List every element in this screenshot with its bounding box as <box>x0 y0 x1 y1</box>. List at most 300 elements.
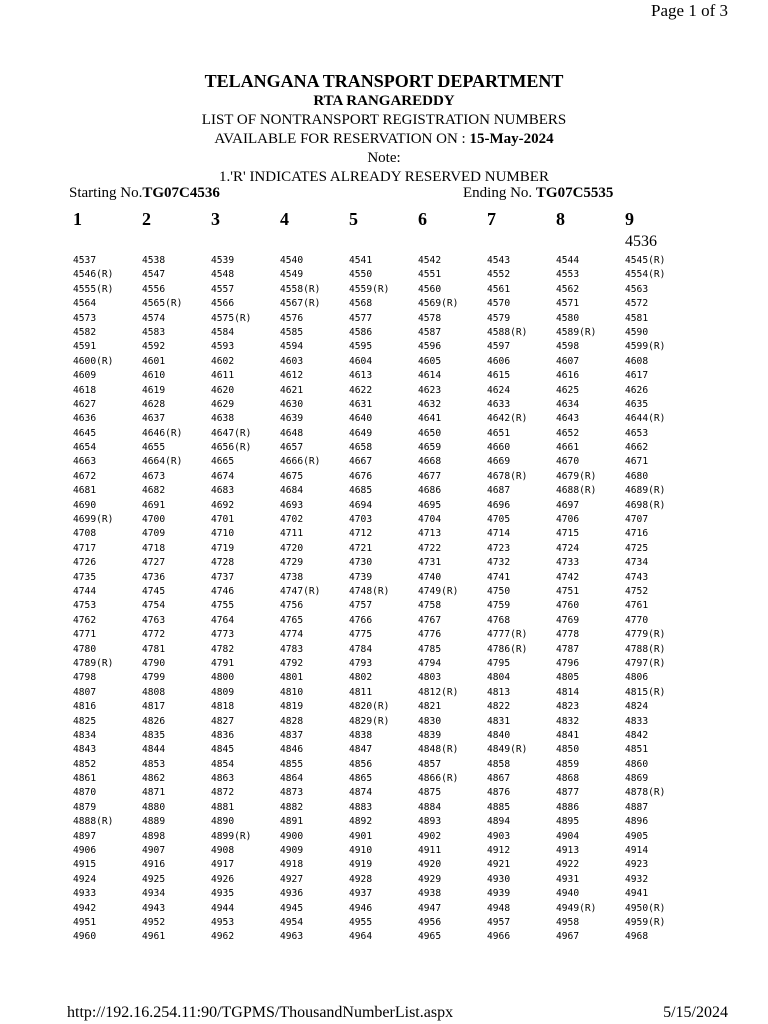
number-cell: 4890 <box>211 816 235 828</box>
number-grid <box>0 255 768 946</box>
number-cell: 4877 <box>556 787 580 799</box>
number-cell: 4602 <box>211 355 235 367</box>
number-cell: 4539 <box>211 255 235 266</box>
number-cell: 4789(R) <box>73 657 114 669</box>
number-cell: 4824 <box>625 701 649 713</box>
number-cell: 4565(R) <box>142 298 183 310</box>
number-cell: 4784 <box>349 643 373 655</box>
number-cell: 4960 <box>73 931 97 943</box>
number-cell: 4601 <box>142 355 166 367</box>
number-cell: 4796 <box>556 657 580 669</box>
number-cell: 4645 <box>73 427 97 439</box>
number-cell: 4943 <box>142 902 166 914</box>
number-cell: 4569(R) <box>418 298 459 310</box>
number-cell: 4778 <box>556 629 580 641</box>
number-cell: 4874 <box>349 787 373 799</box>
number-cell: 4945 <box>280 902 304 914</box>
number-cell: 4949(R) <box>556 902 597 914</box>
number-cell: 4900 <box>280 830 304 842</box>
number-cell: 4846 <box>280 744 304 756</box>
number-cell: 4920 <box>418 859 442 871</box>
number-cell: 4791 <box>211 657 235 669</box>
number-cell: 4823 <box>556 701 580 713</box>
number-cell: 4695 <box>418 499 442 511</box>
number-cell: 4688(R) <box>556 485 597 497</box>
number-cell: 4630 <box>280 398 304 410</box>
table-row <box>0 600 768 614</box>
number-cell: 4866(R) <box>418 773 459 785</box>
number-cell: 4952 <box>142 916 166 928</box>
number-cell: 4584 <box>211 326 235 338</box>
table-row <box>0 845 768 859</box>
number-cell: 4912 <box>487 845 511 857</box>
number-cell: 4549 <box>280 269 304 281</box>
number-cell: 4953 <box>211 916 235 928</box>
number-cell: 4813 <box>487 686 511 698</box>
table-row <box>0 816 768 830</box>
office-title: RTA RANGAREDDY <box>313 93 455 109</box>
number-cell: 4590 <box>625 326 649 338</box>
number-cell: 4689(R) <box>625 485 666 497</box>
number-cell: 4825 <box>73 715 97 727</box>
number-cell: 4621 <box>280 384 304 396</box>
table-row <box>0 543 768 557</box>
number-cell: 4916 <box>142 859 166 871</box>
number-cell: 4832 <box>556 715 580 727</box>
number-cell: 4739 <box>349 571 373 583</box>
number-cell: 4642(R) <box>487 413 528 425</box>
number-cell: 4684 <box>280 485 304 497</box>
number-cell: 4655 <box>142 442 166 454</box>
availability-date: 15-May-2024 <box>469 131 554 147</box>
number-cell: 4815(R) <box>625 686 666 698</box>
number-cell: 4713 <box>418 528 442 540</box>
number-cell: 4585 <box>280 326 304 338</box>
number-cell: 4722 <box>418 542 442 554</box>
number-cell: 4604 <box>349 355 373 367</box>
number-cell: 4563 <box>625 283 649 295</box>
table-row <box>0 514 768 528</box>
number-cell: 4929 <box>418 873 442 885</box>
number-cell: 4754 <box>142 600 166 612</box>
number-cell: 4677 <box>418 470 442 482</box>
table-row <box>0 615 768 629</box>
number-cell: 4701 <box>211 514 235 526</box>
note-label: Note: <box>367 150 401 166</box>
number-cell: 4867 <box>487 773 511 785</box>
number-cell: 4750 <box>487 585 511 597</box>
number-cell: 4712 <box>349 528 373 540</box>
number-cell: 4961 <box>142 931 166 943</box>
number-cell: 4734 <box>625 557 649 569</box>
number-cell: 4578 <box>418 312 442 324</box>
number-cell: 4777(R) <box>487 629 528 641</box>
page-number: Page 1 of 3 <box>651 1 728 20</box>
number-cell: 4957 <box>487 916 511 928</box>
number-cell: 4898 <box>142 830 166 842</box>
number-cell: 4860 <box>625 758 649 770</box>
column-headers <box>0 209 768 233</box>
number-cell: 4819 <box>280 701 304 713</box>
number-cell: 4840 <box>487 729 511 741</box>
number-cell: 4895 <box>556 816 580 828</box>
number-cell: 4615 <box>487 370 511 382</box>
number-cell: 4596 <box>418 341 442 353</box>
table-row <box>0 831 768 845</box>
number-cell: 4676 <box>349 470 373 482</box>
number-cell: 4726 <box>73 557 97 569</box>
number-cell: 4795 <box>487 657 511 669</box>
number-cell: 4864 <box>280 773 304 785</box>
number-cell: 4545(R) <box>625 255 666 266</box>
ending-number <box>463 185 613 202</box>
number-cell: 4814 <box>556 686 580 698</box>
number-cell: 4581 <box>625 312 649 324</box>
number-cell: 4646(R) <box>142 427 183 439</box>
number-cell: 4716 <box>625 528 649 540</box>
department-title: TELANGANA TRANSPORT DEPARTMENT <box>204 71 564 91</box>
table-row <box>0 399 768 413</box>
number-cell: 4547 <box>142 269 166 281</box>
number-cell: 4880 <box>142 801 166 813</box>
number-cell: 4546(R) <box>73 269 114 281</box>
number-cell: 4629 <box>211 398 235 410</box>
number-cell: 4721 <box>349 542 373 554</box>
number-cell: 4653 <box>625 427 649 439</box>
number-cell: 4773 <box>211 629 235 641</box>
number-cell: 4745 <box>142 585 166 597</box>
number-cell: 4542 <box>418 255 442 266</box>
number-cell: 4836 <box>211 729 235 741</box>
table-row <box>0 385 768 399</box>
number-cell: 4939 <box>487 888 511 900</box>
number-cell: 4907 <box>142 845 166 857</box>
number-cell: 4715 <box>556 528 580 540</box>
number-cell: 4705 <box>487 514 511 526</box>
number-cell: 4822 <box>487 701 511 713</box>
number-cell: 4923 <box>625 859 649 871</box>
column-header-6: 6 <box>418 209 427 229</box>
number-cell: 4548 <box>211 269 235 281</box>
number-cell: 4881 <box>211 801 235 813</box>
number-cell: 4679(R) <box>556 470 597 482</box>
number-cell: 4955 <box>349 916 373 928</box>
number-cell: 4802 <box>349 672 373 684</box>
number-cell: 4942 <box>73 902 97 914</box>
number-cell: 4682 <box>142 485 166 497</box>
number-cell: 4564 <box>73 298 97 310</box>
number-cell: 4816 <box>73 701 97 713</box>
number-cell: 4571 <box>556 298 580 310</box>
table-row <box>0 471 768 485</box>
number-cell: 4902 <box>418 830 442 842</box>
number-cell: 4810 <box>280 686 304 698</box>
number-cell: 4944 <box>211 902 235 914</box>
number-cell: 4728 <box>211 557 235 569</box>
number-cell: 4693 <box>280 499 304 511</box>
number-cell: 4675 <box>280 470 304 482</box>
number-cell: 4808 <box>142 686 166 698</box>
number-cell: 4812(R) <box>418 686 459 698</box>
number-cell: 4741 <box>487 571 511 583</box>
first-number: 4536 <box>625 233 657 250</box>
number-cell: 4803 <box>418 672 442 684</box>
number-cell: 4891 <box>280 816 304 828</box>
table-row <box>0 917 768 931</box>
number-cell: 4842 <box>625 729 649 741</box>
number-cell: 4899(R) <box>211 830 252 842</box>
number-cell: 4835 <box>142 729 166 741</box>
number-cell: 4875 <box>418 787 442 799</box>
number-cell: 4639 <box>280 413 304 425</box>
table-row <box>0 456 768 470</box>
number-cell: 4759 <box>487 600 511 612</box>
number-cell: 4788(R) <box>625 643 666 655</box>
table-row <box>0 298 768 312</box>
number-cell: 4552 <box>487 269 511 281</box>
number-cell: 4704 <box>418 514 442 526</box>
number-cell: 4740 <box>418 571 442 583</box>
table-row <box>0 672 768 686</box>
number-cell: 4599(R) <box>625 341 666 353</box>
number-cell: 4562 <box>556 283 580 295</box>
number-cell: 4636 <box>73 413 97 425</box>
number-cell: 4624 <box>487 384 511 396</box>
number-cell: 4826 <box>142 715 166 727</box>
number-cell: 4632 <box>418 398 442 410</box>
number-cell: 4849(R) <box>487 744 528 756</box>
number-cell: 4852 <box>73 758 97 770</box>
number-cell: 4787 <box>556 643 580 655</box>
number-cell: 4873 <box>280 787 304 799</box>
number-cell: 4935 <box>211 888 235 900</box>
number-cell: 4951 <box>73 916 97 928</box>
number-cell: 4827 <box>211 715 235 727</box>
number-cell: 4851 <box>625 744 649 756</box>
number-cell: 4956 <box>418 916 442 928</box>
number-cell: 4665 <box>211 456 235 468</box>
number-cell: 4807 <box>73 686 97 698</box>
number-cell: 4593 <box>211 341 235 353</box>
number-cell: 4700 <box>142 514 166 526</box>
number-cell: 4662 <box>625 442 649 454</box>
number-cell: 4725 <box>625 542 649 554</box>
number-cell: 4685 <box>349 485 373 497</box>
number-cell: 4799 <box>142 672 166 684</box>
number-cell: 4541 <box>349 255 373 266</box>
number-cell: 4637 <box>142 413 166 425</box>
number-cell: 4731 <box>418 557 442 569</box>
number-cell: 4829(R) <box>349 715 390 727</box>
number-cell: 4560 <box>418 283 442 295</box>
list-title: LIST OF NONTRANSPORT REGISTRATION NUMBERS <box>201 112 567 128</box>
number-cell: 4714 <box>487 528 511 540</box>
number-cell: 4751 <box>556 585 580 597</box>
number-cell: 4963 <box>280 931 304 943</box>
number-cell: 4555(R) <box>73 283 114 295</box>
table-row <box>0 557 768 571</box>
number-cell: 4654 <box>73 442 97 454</box>
table-row <box>0 903 768 917</box>
table-row <box>0 773 768 787</box>
number-cell: 4921 <box>487 859 511 871</box>
table-row <box>0 644 768 658</box>
table-row <box>0 327 768 341</box>
number-cell: 4766 <box>349 614 373 626</box>
number-cell: 4669 <box>487 456 511 468</box>
number-cell: 4729 <box>280 557 304 569</box>
number-cell: 4774 <box>280 629 304 641</box>
number-cell: 4761 <box>625 600 649 612</box>
number-cell: 4770 <box>625 614 649 626</box>
number-cell: 4568 <box>349 298 373 310</box>
number-cell: 4882 <box>280 801 304 813</box>
number-cell: 4844 <box>142 744 166 756</box>
number-cell: 4607 <box>556 355 580 367</box>
column-header-8: 8 <box>556 209 565 229</box>
number-cell: 4853 <box>142 758 166 770</box>
number-cell: 4834 <box>73 729 97 741</box>
number-cell: 4543 <box>487 255 511 266</box>
number-cell: 4690 <box>73 499 97 511</box>
number-cell: 4659 <box>418 442 442 454</box>
number-cell: 4608 <box>625 355 649 367</box>
number-cell: 4658 <box>349 442 373 454</box>
table-row <box>0 874 768 888</box>
column-header-7: 7 <box>487 209 496 229</box>
number-cell: 4592 <box>142 341 166 353</box>
number-cell: 4708 <box>73 528 97 540</box>
number-cell: 4666(R) <box>280 456 321 468</box>
ending-label: Ending No. <box>463 185 533 201</box>
number-cell: 4570 <box>487 298 511 310</box>
number-cell: 4790 <box>142 657 166 669</box>
number-cell: 4554(R) <box>625 269 666 281</box>
number-cell: 4683 <box>211 485 235 497</box>
number-cell: 4668 <box>418 456 442 468</box>
number-cell: 4617 <box>625 370 649 382</box>
number-cell: 4809 <box>211 686 235 698</box>
number-cell: 4724 <box>556 542 580 554</box>
number-cell: 4696 <box>487 499 511 511</box>
number-cell: 4702 <box>280 514 304 526</box>
number-cell: 4934 <box>142 888 166 900</box>
number-cell: 4558(R) <box>280 283 321 295</box>
table-row <box>0 413 768 427</box>
column-header-3: 3 <box>211 209 220 229</box>
starting-label: Starting No. <box>69 185 143 201</box>
number-cell: 4933 <box>73 888 97 900</box>
number-cell: 4839 <box>418 729 442 741</box>
number-cell: 4888(R) <box>73 816 114 828</box>
number-cell: 4911 <box>418 845 442 857</box>
table-row <box>0 658 768 672</box>
number-cell: 4737 <box>211 571 235 583</box>
number-cell: 4634 <box>556 398 580 410</box>
number-cell: 4828 <box>280 715 304 727</box>
number-cell: 4758 <box>418 600 442 612</box>
number-cell: 4889 <box>142 816 166 828</box>
number-cell: 4922 <box>556 859 580 871</box>
number-cell: 4847 <box>349 744 373 756</box>
number-cell: 4588(R) <box>487 326 528 338</box>
document-header <box>0 71 768 187</box>
number-cell: 4775 <box>349 629 373 641</box>
number-cell: 4674 <box>211 470 235 482</box>
number-cell: 4649 <box>349 427 373 439</box>
number-cell: 4856 <box>349 758 373 770</box>
number-cell: 4892 <box>349 816 373 828</box>
number-cell: 4651 <box>487 427 511 439</box>
number-cell: 4833 <box>625 715 649 727</box>
number-cell: 4806 <box>625 672 649 684</box>
footer-date: 5/15/2024 <box>663 1004 728 1021</box>
number-cell: 4904 <box>556 830 580 842</box>
number-cell: 4917 <box>211 859 235 871</box>
number-cell: 4577 <box>349 312 373 324</box>
number-cell: 4967 <box>556 931 580 943</box>
table-row <box>0 787 768 801</box>
number-cell: 4557 <box>211 283 235 295</box>
number-cell: 4859 <box>556 758 580 770</box>
number-cell: 4768 <box>487 614 511 626</box>
number-cell: 4854 <box>211 758 235 770</box>
number-cell: 4610 <box>142 370 166 382</box>
number-cell: 4730 <box>349 557 373 569</box>
number-cell: 4858 <box>487 758 511 770</box>
number-cell: 4756 <box>280 600 304 612</box>
number-cell: 4612 <box>280 370 304 382</box>
table-row <box>0 500 768 514</box>
number-cell: 4742 <box>556 571 580 583</box>
number-cell: 4694 <box>349 499 373 511</box>
number-cell: 4927 <box>280 873 304 885</box>
number-cell: 4699(R) <box>73 514 114 526</box>
number-cell: 4950(R) <box>625 902 666 914</box>
number-cell: 4746 <box>211 585 235 597</box>
number-cell: 4572 <box>625 298 649 310</box>
number-cell: 4605 <box>418 355 442 367</box>
number-cell: 4744 <box>73 585 97 597</box>
number-cell: 4878(R) <box>625 787 666 799</box>
number-cell: 4673 <box>142 470 166 482</box>
table-row <box>0 744 768 758</box>
number-cell: 4905 <box>625 830 649 842</box>
table-row <box>0 485 768 499</box>
number-cell: 4909 <box>280 845 304 857</box>
number-cell: 4906 <box>73 845 97 857</box>
number-cell: 4749(R) <box>418 585 459 597</box>
table-row <box>0 442 768 456</box>
number-cell: 4926 <box>211 873 235 885</box>
column-header-9: 9 <box>625 209 634 229</box>
column-header-1: 1 <box>73 209 82 229</box>
number-cell: 4559(R) <box>349 283 390 295</box>
table-row <box>0 931 768 945</box>
number-cell: 4687 <box>487 485 511 497</box>
number-cell: 4959(R) <box>625 916 666 928</box>
number-cell: 4670 <box>556 456 580 468</box>
ending-value: TG07C5535 <box>535 185 614 201</box>
number-cell: 4804 <box>487 672 511 684</box>
number-cell: 4735 <box>73 571 97 583</box>
number-cell: 4561 <box>487 283 511 295</box>
number-cell: 4656(R) <box>211 442 252 454</box>
number-cell: 4567(R) <box>280 298 321 310</box>
number-cell: 4595 <box>349 341 373 353</box>
table-row <box>0 730 768 744</box>
table-row <box>0 586 768 600</box>
